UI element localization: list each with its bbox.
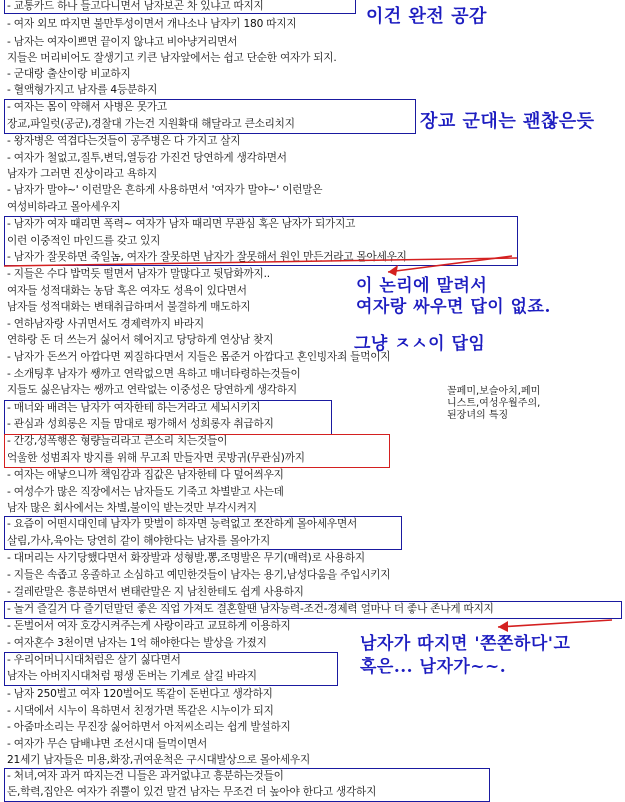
annotation-officer: 장교 군대는 괜찮은듯: [420, 111, 595, 132]
list-item: 살림,가사,육아는 당연히 같이 해야한다는 남자를 몰아가지: [7, 535, 270, 547]
list-item: - 걸레란말은 흥분하면서 변태란말은 지 남친한테도 쉽게 사용하지: [7, 586, 304, 598]
side-note-line-3: 된장녀의 특징: [447, 410, 509, 421]
annotation-agree: 이건 완전 공감: [366, 6, 487, 27]
list-item: - 왕자병은 역겹다는것들이 공주병은 다 가지고 살지: [7, 135, 241, 147]
list-item: - 여자혼수 3천이면 남자는 1억 해야한다는 발상을 가졌지: [7, 637, 267, 649]
list-item: 여자들 성적대화는 농담 혹은 여자도 성욕이 있다면서: [7, 285, 247, 297]
list-item: - 군대랑 출산이랑 비교하지: [7, 68, 131, 80]
list-item: - 아줌마소리는 무진장 싫어하면서 아저씨소리는 쉽게 발설하지: [7, 721, 291, 733]
list-item: 21세기 남자들은 미용,화장,귀여운척은 구시대발상으로 몰아세우지: [7, 754, 310, 766]
list-item: - 교통카드 하나 들고다니면서 남자보곤 차 있냐고 따지지: [7, 0, 264, 12]
list-item: - 여자가 철없고,질투,변덕,열등감 가진건 당연하게 생각하면서: [7, 152, 287, 164]
list-item: - 남자 250벌고 여자 120벌어도 똑같이 돈번다고 생각하지: [7, 688, 273, 700]
annotation-logic-line-2: 여자랑 싸우면 답이 없죠.: [356, 297, 551, 317]
list-item: - 매너와 배려는 남자가 여자한테 하는거라고 세뇌시키지: [7, 402, 261, 414]
list-item: 이런 이중적인 마인드를 갖고 있지: [7, 235, 161, 247]
list-item: - 여자가 무슨 담배냐면 조선시대 들먹이면서: [7, 738, 208, 750]
side-note-line-1: 꼴페미,보슬아치,페미: [447, 386, 541, 397]
list-item: 연하랑 돈 더 쓰는거 싫어서 헤어지고 당당하게 연상남 찾지: [7, 334, 274, 346]
list-item: - 여자는 몸이 약해서 사병은 못가고: [7, 101, 167, 113]
list-item: 돈,학력,집안은 여자가 쥐뿔이 있건 말건 남자는 무조건 더 높아야 한다고 생각하지: [7, 786, 377, 798]
red-arrow-stingy: [498, 620, 612, 627]
list-item: - 여자는 애낳으니까 책임감과 집값은 남자한테 다 덮어씌우지: [7, 469, 284, 481]
list-item: - 관심과 성희롱은 지들 맘대로 평가해서 성희롱자 취급하지: [7, 418, 274, 430]
list-item: - 남자는 여자이쁘면 끝이지 않냐고 비아냥거리면서: [7, 36, 238, 48]
list-item: - 대머리는 사기당했다면서 화장발과 성형발,뽕,조명발은 무기(매력)로 사용하지: [7, 552, 365, 564]
list-item: 여성비하라고 몰아세우지: [7, 201, 121, 213]
annotation-logic-line-1: 이 논리에 말려서: [356, 276, 488, 296]
list-item: 지들은 머리비어도 잘생기고 키큰 남자앞에서는 쉽고 단순한 여자가 되지.: [7, 52, 337, 64]
list-item: - 처녀,여자 과거 따지는건 니들은 과거없냐고 흥분하는것들이: [7, 770, 284, 782]
list-item: - 남자가 말야~' 이런말은 흔하게 사용하면서 '여자가 말야~' 이런말은: [7, 184, 323, 196]
list-item: - 지들은 수다 밥먹듯 떨면서 남자가 말많다고 뒷담화까지..: [7, 268, 270, 280]
list-item: - 지들은 속좁고 옹졸하고 소심하고 예민한것들이 남자는 용기,남성다움을 주입시키지: [7, 569, 391, 581]
list-item: - 요즘이 어떤시대인데 남자가 맞벌이 하자면 능력없고 쪼잔하게 몰아세우면서: [7, 518, 358, 530]
list-item: - 우리어머니시대처럼은 살기 싫다면서: [7, 654, 181, 666]
list-item: 남자 많은 회사에서는 차별,불이익 받는것만 부각시켜지: [7, 502, 257, 514]
list-item: - 연하남자랑 사귀면서도 경제력까지 바라지: [7, 318, 204, 330]
list-item: - 소개팅후 남자가 쌩까고 연락없으면 욕하고 매너타령하는것들이: [7, 368, 301, 380]
list-item: - 돈벌어서 여자 호강시켜주는게 사랑이라고 교묘하게 이용하지: [7, 620, 291, 632]
list-item: - 시댁에서 시누이 욕하면서 친정가면 똑같은 시누이가 되지: [7, 705, 274, 717]
list-item: - 놀거 즐길거 다 즐기던말던 좋은 직업 가져도 결혼할땐 남자능력-조건-경제력 얼마나 더 좋나 존나게 따지지: [7, 603, 494, 615]
list-item: 남자들 성적대화는 변태취급하며서 불결하게 매도하지: [7, 301, 251, 313]
list-item: 남자는 아버지시대처럼 평생 돈버는 기계로 살길 바라지: [7, 670, 257, 682]
list-item: - 남자가 여자 때리면 폭력~ 여자가 남자 때리면 무관심 혹은 남자가 되가지고: [7, 218, 356, 230]
list-item: 남자가 그러면 진상이라고 욕하지: [7, 168, 157, 180]
list-item: 억울한 성범죄자 방지를 위해 무고죄 만들자면 콧방귀(무관심)까지: [7, 452, 305, 464]
list-item: - 혈액형가지고 남자를 4등분하지: [7, 84, 158, 96]
annotation-stingy-line-2: 혹은... 남자가~~.: [360, 657, 507, 677]
annotation-answer: 그냥 ㅈㅅ이 답임: [354, 334, 486, 354]
list-item: - 여자 외모 따지면 불만투성이면서 개나소나 남자키 180 따지지: [7, 18, 297, 30]
list-item: - 남자가 잘못하면 죽일놈, 여자가 잘못하면 남자가 잘못해서 원인 만든거라고 몰아세우지: [7, 251, 407, 263]
list-item: 장교,파일럿(공군),경찰대 가는건 지원확대 해달라고 큰소리치지: [7, 118, 295, 130]
list-item: 지들도 싫은남자는 쌩까고 연락없는 이중성은 당연하게 생각하지: [7, 384, 297, 396]
list-item: - 간강,성폭행은 형량늘리라고 큰소리 치는것들이: [7, 435, 228, 447]
list-item: - 여성수가 많은 직장에서는 남자들도 기죽고 차별받고 사는데: [7, 486, 284, 498]
annotation-stingy-line-1: 남자가 따지면 '쫀쫀하다'고: [360, 634, 571, 654]
list-item: - 남자가 돈쓰거 아깝다면 찌질하다면서 지들은 몸준거 아깝다고 혼인빙자죄 들먹이지: [7, 351, 391, 363]
side-note-line-2: 니스트,여성우월주의,: [447, 398, 541, 409]
